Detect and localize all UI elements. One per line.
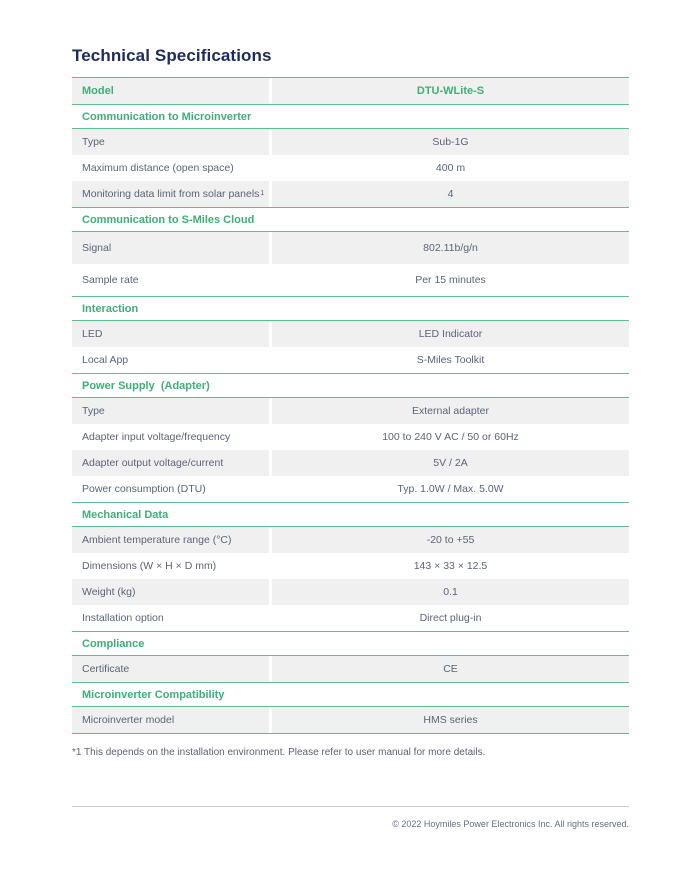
spec-value: 802.11b/g/n (272, 232, 629, 264)
table-row (72, 707, 629, 733)
spec-value: 100 to 240 V AC / 50 or 60Hz (382, 431, 519, 443)
spec-label: Type (72, 129, 269, 155)
section-header: Interaction (72, 296, 629, 321)
table-header-row (72, 78, 629, 104)
spec-table (72, 77, 629, 734)
spec-value: S-Miles Toolkit (416, 354, 485, 366)
spec-label: Type (72, 398, 269, 424)
table-row (72, 129, 629, 155)
section-header: Microinverter Compatibility (72, 682, 629, 707)
section-header: Power Supply (Adapter) (72, 373, 629, 398)
table-row (72, 656, 629, 682)
table-row (72, 398, 629, 424)
spec-value: External adapter (272, 398, 629, 424)
footnote: *1 This depends on the installation environment. Please refer to user manual for more details. (72, 747, 486, 758)
table-row (72, 424, 629, 450)
spec-label: Adapter output voltage/current (72, 450, 269, 476)
spec-value: 143 × 33 × 12.5 (413, 560, 488, 572)
table-row (72, 232, 629, 264)
table-row (72, 155, 629, 181)
spec-value: LED Indicator (272, 321, 629, 347)
spec-label: LED (72, 321, 269, 347)
page-title: Technical Specifications (72, 46, 272, 65)
spec-label: Dimensions (W × H × D mm) (82, 560, 217, 572)
spec-value: Direct plug-in (419, 612, 482, 624)
spec-label: Local App (82, 354, 129, 366)
section-header: Compliance (72, 631, 629, 656)
spec-label: Weight (kg) (72, 579, 269, 605)
section-header: Communication to Microinverter (72, 104, 629, 129)
spec-value: Typ. 1.0W / Max. 5.0W (397, 483, 504, 495)
table-row (72, 553, 629, 579)
spec-label: Sample rate (82, 274, 139, 286)
footer-divider (72, 806, 629, 807)
spec-value: Per 15 minutes (415, 274, 486, 286)
spec-label: Ambient temperature range (°C) (72, 527, 269, 553)
spec-label: Maximum distance (open space) (82, 162, 234, 174)
table-row (72, 181, 629, 207)
table-row (72, 476, 629, 502)
spec-label: Adapter input voltage/frequency (82, 431, 231, 443)
model-column-header: Model (72, 78, 269, 104)
spec-value: HMS series (272, 707, 629, 733)
spec-label: Power consumption (DTU) (82, 483, 206, 495)
model-value-header: DTU-WLite-S (272, 78, 629, 104)
spec-value: CE (272, 656, 629, 682)
table-row (72, 264, 629, 296)
spec-value: Sub-1G (272, 129, 629, 155)
table-row (72, 605, 629, 631)
page-content (72, 46, 629, 758)
table-row (72, 347, 629, 373)
spec-label: Monitoring data limit from solar panels 1 (72, 181, 269, 207)
table-row (72, 321, 629, 347)
spec-value: 0.1 (272, 579, 629, 605)
spec-value: -20 to +55 (272, 527, 629, 553)
table-row (72, 579, 629, 605)
section-header: Mechanical Data (72, 502, 629, 527)
copyright-text: © 2022 Hoymiles Power Electronics Inc. All rights reserved. (392, 819, 629, 829)
spec-value: 5V / 2A (272, 450, 629, 476)
spec-label: Signal (72, 232, 269, 264)
spec-value: 400 m (435, 162, 466, 174)
table-row (72, 527, 629, 553)
spec-label: Certificate (72, 656, 269, 682)
spec-value: 4 (272, 181, 629, 207)
spec-label: Microinverter model (72, 707, 269, 733)
spec-label: Installation option (82, 612, 164, 624)
section-header: Communication to S-Miles Cloud (72, 207, 629, 232)
table-row (72, 450, 629, 476)
